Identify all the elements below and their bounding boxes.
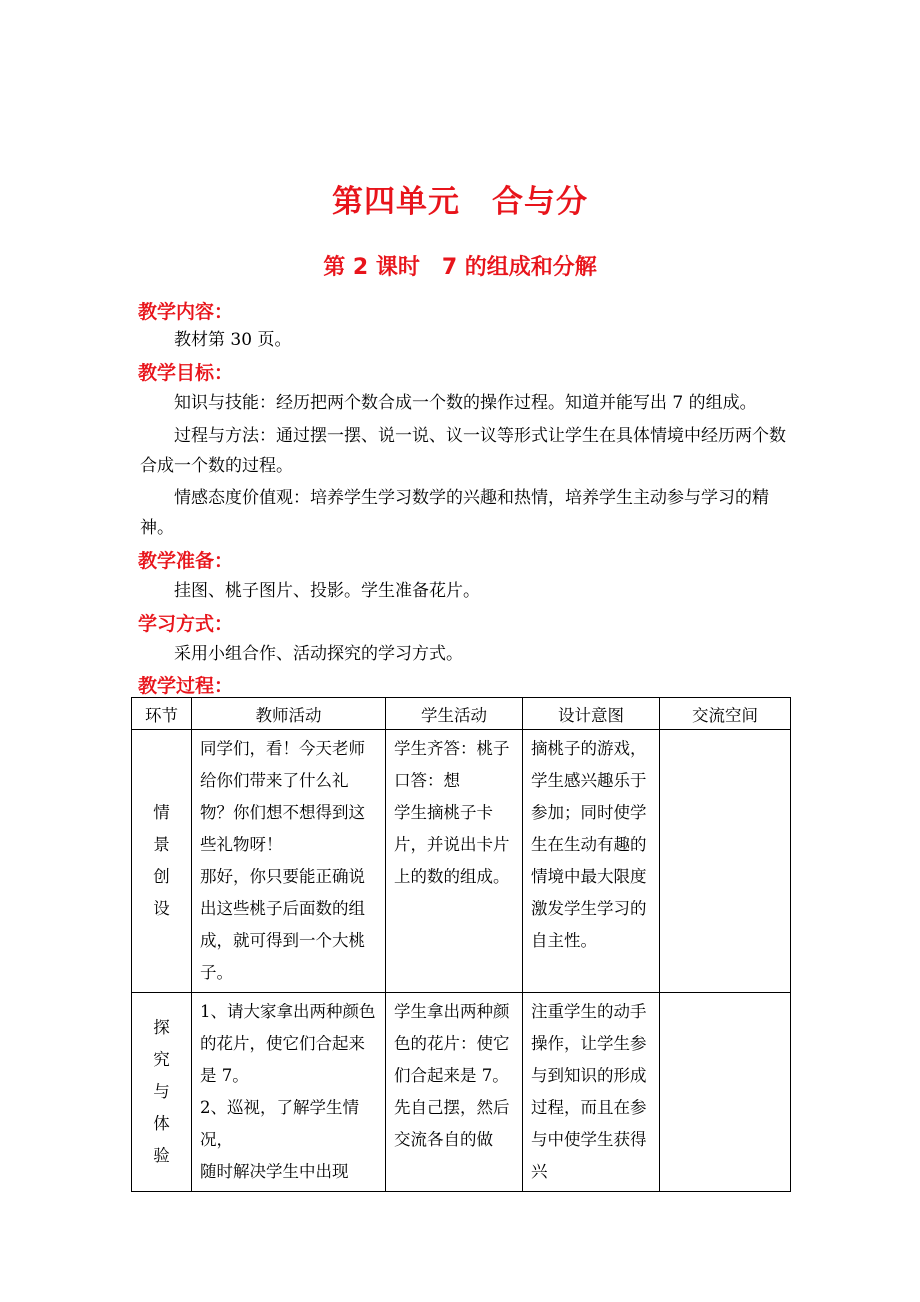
student-activity-cell: 学生拿出两种颜色的花片：使它们合起来是 7。 先自己摆，然后交流各自的做 — [386, 993, 523, 1192]
teacher-activity-cell: 同学们，看！今天老师给你们带来了什么礼物？你们想不想得到这些礼物呀！ 那好，你只要能正确说出这些桃子后面数的组成，就可得到一个大桃子。 — [192, 730, 386, 993]
design-intent-cell: 注重学生的动手操作，让学生参与到知识的形成过程，而且在参与中使学生获得兴 — [523, 993, 660, 1192]
stage-cell — [132, 993, 192, 1192]
preparation-heading: 教学准备： — [138, 550, 234, 572]
column-header-teacher: 教师活动 — [192, 698, 386, 730]
method-text: 采用小组合作、活动探究的学习方式。 — [174, 644, 463, 664]
column-header-stage: 环节 — [132, 698, 192, 730]
teaching-process-table — [131, 697, 791, 1192]
stage-char: 设 — [153, 899, 170, 918]
design-intent-cell: 摘桃子的游戏，学生感兴趣乐于参加；同时使学生在生动有趣的情境中最大限度激发学生学习的自主性。 — [523, 730, 660, 993]
preparation-text: 挂图、桃子图片、投影。学生准备花片。 — [174, 581, 480, 601]
exchange-space-cell — [660, 993, 791, 1192]
table-row — [132, 993, 791, 1192]
exchange-space-cell — [660, 730, 791, 993]
stage-char: 探 — [153, 1018, 170, 1037]
table-row — [132, 730, 791, 993]
lesson-title: 第 2 课时 7 的组成和分解 — [323, 255, 597, 280]
stage-char: 景 — [153, 835, 170, 854]
stage-cell — [132, 730, 192, 993]
process-heading: 教学过程： — [138, 675, 234, 697]
student-activity-cell: 学生齐答：桃子 口答：想 学生摘桃子卡片，并说出卡片上的数的组成。 — [386, 730, 523, 993]
stage-char: 情 — [153, 803, 170, 822]
stage-char: 体 — [153, 1114, 170, 1133]
stage-char: 验 — [153, 1146, 170, 1165]
table-header-row — [132, 698, 791, 730]
content-heading: 教学内容： — [138, 301, 234, 323]
column-header-student: 学生活动 — [386, 698, 523, 730]
content-text: 教材第 30 页。 — [174, 330, 292, 350]
stage-char: 创 — [153, 867, 170, 886]
stage-char: 与 — [153, 1082, 170, 1101]
column-header-intent: 设计意图 — [523, 698, 660, 730]
objective-knowledge: 知识与技能：经历把两个数合成一个数的操作过程。知道并能写出 7 的组成。 — [174, 393, 757, 413]
column-header-exchange: 交流空间 — [660, 698, 791, 730]
objective-process: 过程与方法：通过摆一摆、说一说、议一议等形式让学生在具体情境中经历两个数合成一个数的过程。 — [140, 426, 786, 476]
objective-attitude: 情感态度价值观：培养学生学习数学的兴趣和热情，培养学生主动参与学习的精神。 — [140, 488, 769, 538]
unit-title: 第四单元 合与分 — [332, 184, 588, 220]
method-heading: 学习方式： — [138, 613, 234, 635]
teacher-activity-cell: 1、请大家拿出两种颜色的花片，使它们合起来是 7。 2、巡视，了解学生情况， 随时解决学生中出现 — [192, 993, 386, 1192]
stage-char: 究 — [153, 1050, 170, 1069]
objectives-heading: 教学目标： — [138, 362, 234, 384]
